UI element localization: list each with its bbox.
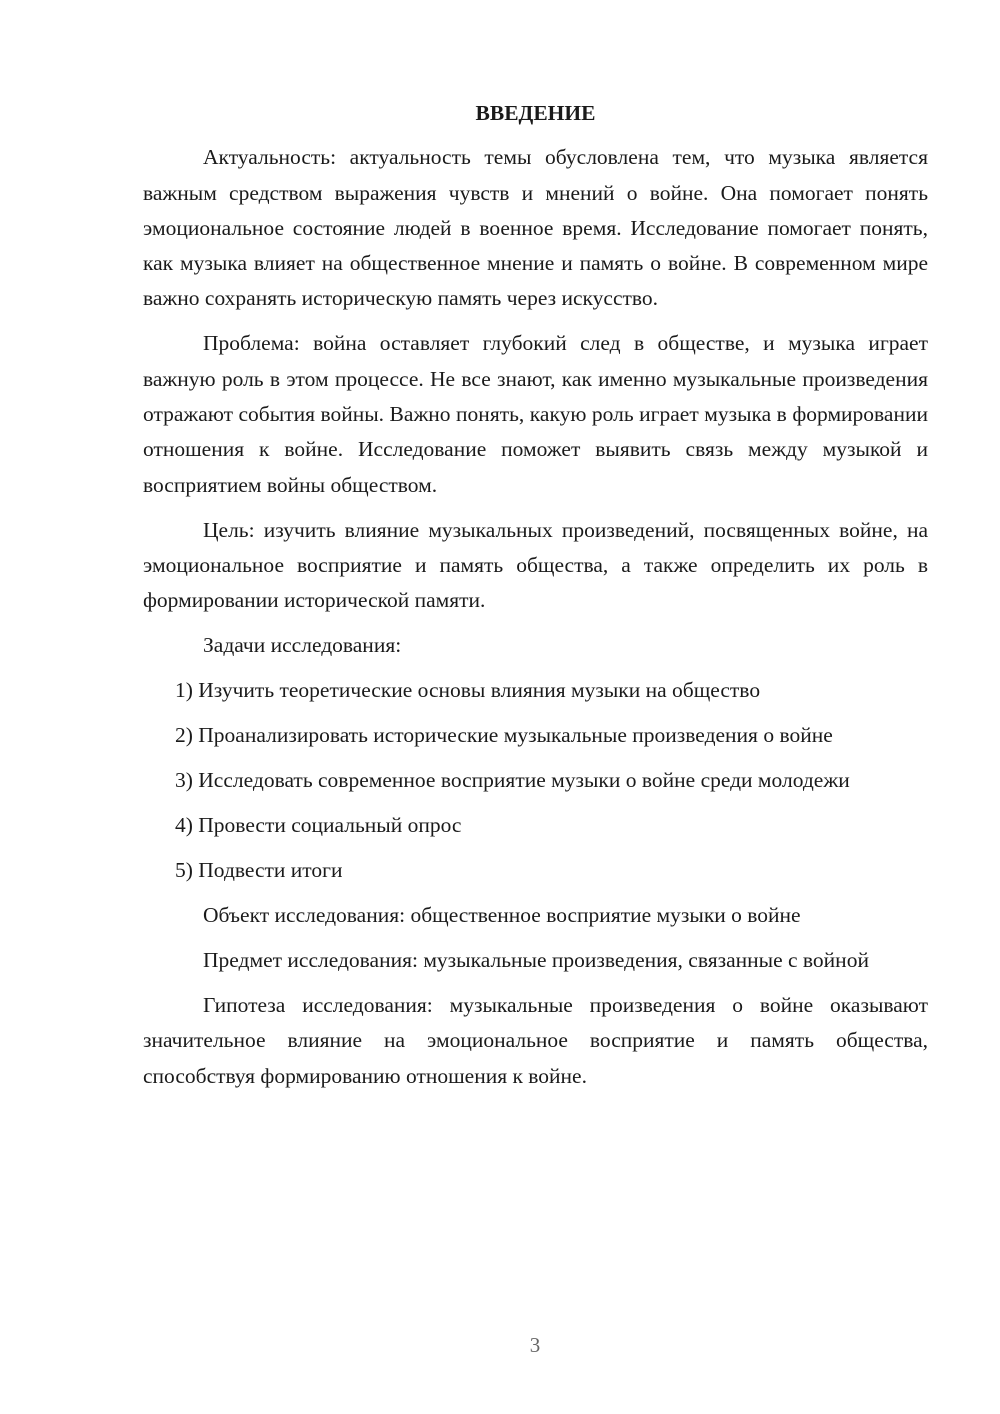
section-title: ВВЕДЕНИЕ [475, 101, 596, 125]
task-item-2: 2) Проанализировать исторические музыкальные произведения о войне [175, 723, 833, 748]
task-item-4: 4) Провести социальный опрос [175, 813, 462, 838]
task-item-3: 3) Исследовать современное восприятие музыки о войне среди молодежи [175, 768, 850, 793]
paragraph-hypothesis: Гипотеза исследования: музыкальные произведения о войне оказывают значительное влияние на эмоциональное восприятие и память общества, способствуя формированию отношения к войне. [143, 993, 928, 1088]
paragraph-goal: Цель: изучить влияние музыкальных произведений, посвященных войне, на эмоциональное восприятие и память общества, а также определить их роль в формировании исторической памяти. [143, 517, 928, 613]
paragraph-subject: Предмет исследования: музыкальные произведения, связанные с войной [203, 948, 869, 973]
paragraph-problem: Проблема: война оставляет глубокий след в обществе, и музыка играет важную роль в этом процессе. Не все знают, как именно музыкальные произведения отражают события войны. Важно понять, какую роль играет музыка в формировании отношения к войне. Исследование поможет выявить связь между музыкой и восприятием войны обществом. [143, 331, 928, 497]
paragraph-object: Объект исследования: общественное восприятие музыки о войне [203, 903, 801, 928]
tasks-heading: Задачи исследования: [203, 633, 402, 658]
document-page [143, 96, 928, 1104]
paragraph-relevance: Актуальность: актуальность темы обусловлена тем, что музыка является важным средством выражения чувств и мнений о войне. Она помогает понять эмоциональное состояние людей в военное время. Исследование помогает понять, как музыка влияет на общественное мнение и память о войне. В современном мире важно сохранять историческую память через искусство. [143, 145, 928, 311]
task-item-5: 5) Подвести итоги [175, 858, 343, 883]
task-item-1: 1) Изучить теоретические основы влияния музыки на общество [175, 678, 761, 703]
page-number: 3 [529, 1333, 541, 1357]
